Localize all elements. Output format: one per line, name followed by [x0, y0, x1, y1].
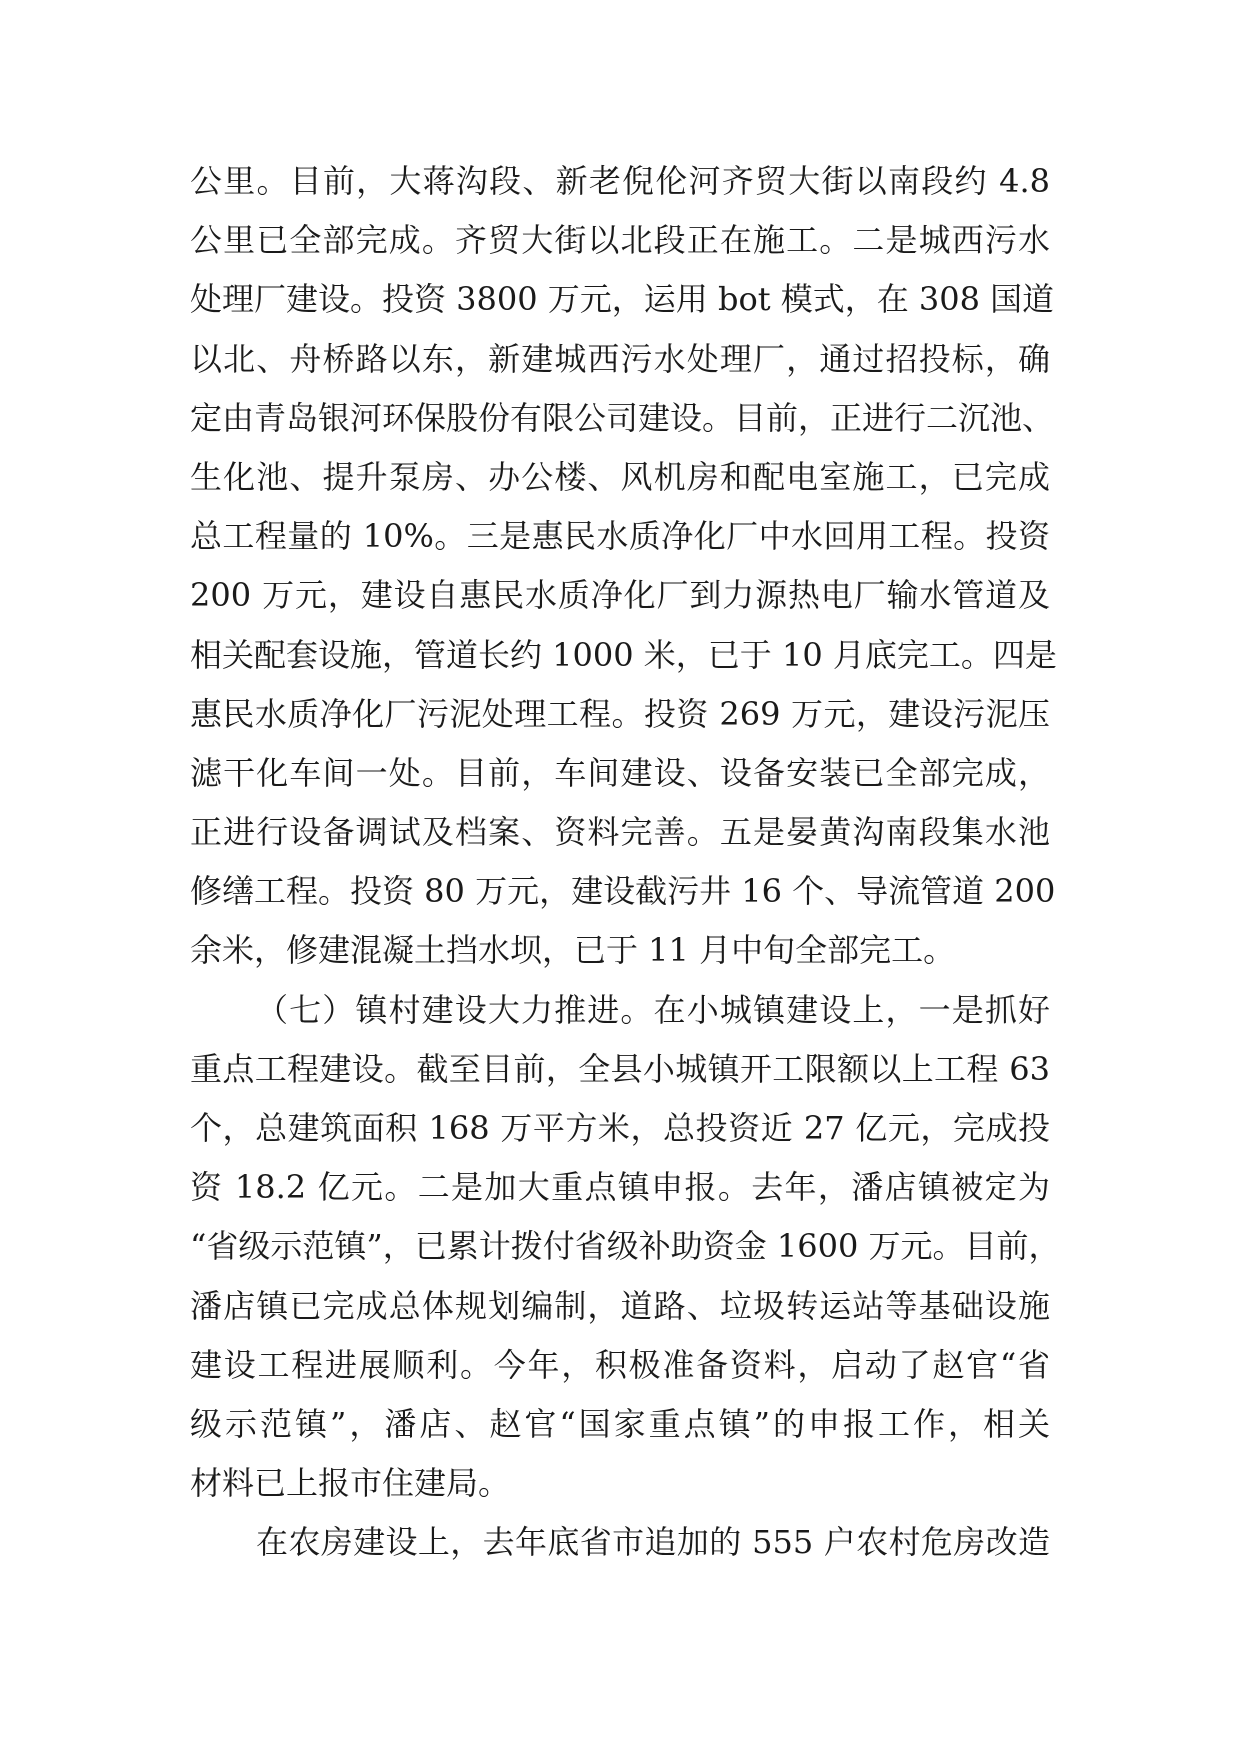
text-line: 惠民水质净化厂污泥处理工程。投资 269 万元，建设污泥压 [190, 694, 1050, 733]
text-line: 公里。目前，大蒋沟段、新老倪伦河齐贸大街以南段约 4.8 [190, 162, 1050, 200]
text-line: 处理厂建设。投资 3800 万元，运用 bot 模式，在 308 国道 [190, 280, 1055, 319]
text-line: 滤干化车间一处。目前，车间建设、设备安装已全部完成， [190, 753, 1050, 792]
text-line: 公里已全部完成。齐贸大街以北段正在施工。二是城西污水 [190, 221, 1050, 260]
paragraph-start-line: 在农房建设上，去年底省市追加的 555 户农村危房改造 [256, 1523, 1050, 1562]
text-line: 定由青岛银河环保股份有限公司建设。目前，正进行二沉池、 [190, 398, 1055, 437]
body-text [190, 152, 1061, 1573]
text-line: 建设工程进展顺利。今年，积极准备资料，启动了赵官“省 [190, 1345, 1050, 1384]
text-line: 个，总建筑面积 168 万平方米，总投资近 27 亿元，完成投 [190, 1109, 1050, 1147]
text-line: 重点工程建设。截至目前，全县小城镇开工限额以上工程 63 [190, 1049, 1050, 1088]
text-line: 生化池、提升泵房、办公楼、风机房和配电室施工，已完成 [190, 457, 1050, 496]
text-line: “省级示范镇”，已累计拨付省级补助资金 1600 万元。目前， [190, 1227, 1061, 1266]
text-line: 以北、舟桥路以东，新建城西污水处理厂，通过招投标，确 [190, 339, 1050, 378]
text-line: 潘店镇已完成总体规划编制，道路、垃圾转运站等基础设施 [190, 1286, 1050, 1325]
text-line: 总工程量的 10%。三是惠民水质净化厂中水回用工程。投资 [190, 517, 1050, 556]
text-line: 级示范镇”，潘店、赵官“国家重点镇”的申报工作，相关 [190, 1404, 1050, 1443]
text-line: 资 18.2 亿元。二是加大重点镇申报。去年，潘店镇被定为 [190, 1168, 1050, 1207]
text-line: 相关配套设施，管道长约 1000 米，已于 10 月底完工。四是 [190, 635, 1057, 674]
section-heading-line: （七）镇村建设大力推进。在小城镇建设上，一是抓好 [256, 990, 1050, 1029]
text-line: 材料已上报市住建局。 [190, 1464, 511, 1503]
text-line: 余米，修建混凝土挡水坝，已于 11 月中旬全部完工。 [190, 931, 956, 970]
text-line: 修缮工程。投资 80 万元，建设截污井 16 个、导流管道 200 [190, 872, 1056, 911]
text-line: 200 万元，建设自惠民水质净化厂到力源热电厂输水管道及 [190, 576, 1050, 615]
text-line: 正进行设备调试及档案、资料完善。五是晏黄沟南段集水池 [190, 813, 1050, 852]
